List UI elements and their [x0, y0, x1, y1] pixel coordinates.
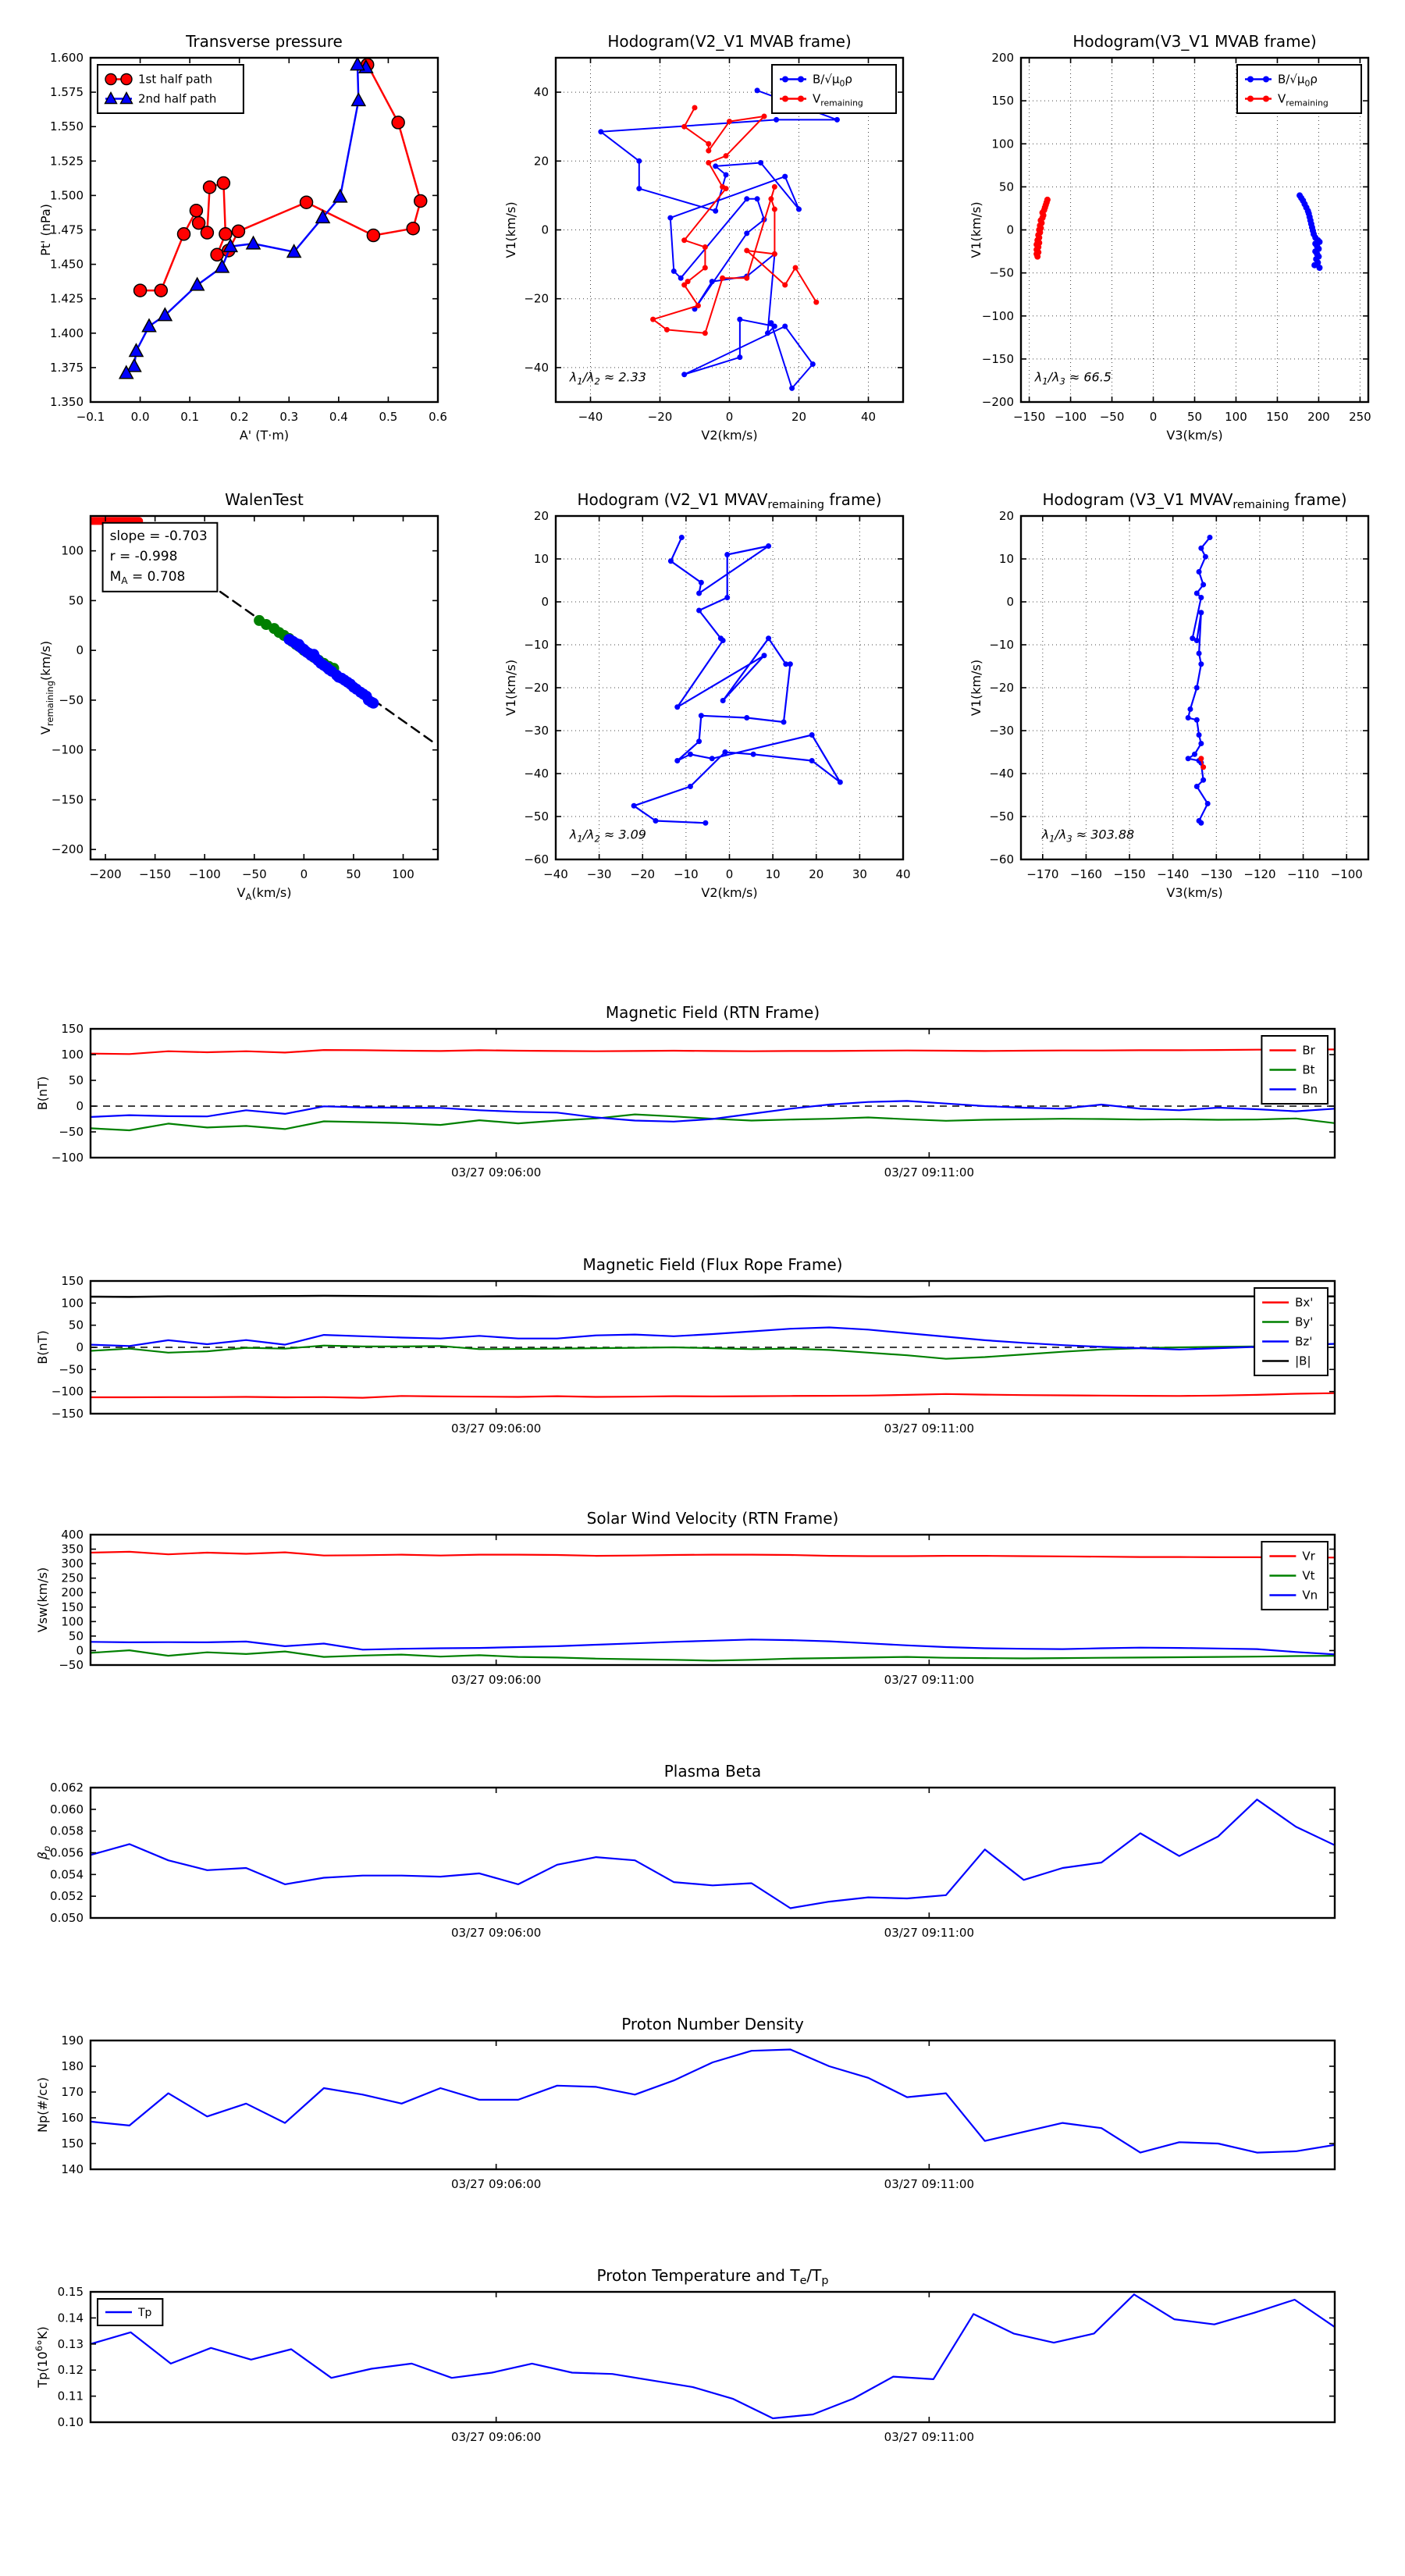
svg-text:−50: −50 — [59, 1658, 84, 1672]
svg-text:03/27 09:06:00: 03/27 09:06:00 — [450, 1673, 542, 1687]
svg-text:0.052: 0.052 — [50, 1889, 84, 1904]
svg-text:Tp(106°K): $Tp(10^6^\circ K)$ — [34, 2326, 50, 2388]
svg-text:0: 0 — [1149, 410, 1158, 424]
svg-text:−200: −200 — [89, 867, 122, 881]
svg-text:λ1/λ3 ≈ 66.5: $\lambda_1/\lambda_3 \approx 66.5$ — [1034, 369, 1112, 387]
svg-text:V1(km/s): V1(km/s) — [503, 659, 518, 717]
svg-text:|B|: |B| — [1295, 1354, 1311, 1368]
svg-text:−120: −120 — [1243, 867, 1276, 881]
svg-text:Np(#/cc): Np(#/cc) — [35, 2077, 50, 2133]
svg-text:0.11: 0.11 — [57, 2389, 84, 2403]
svg-text:190: 190 — [61, 2033, 84, 2048]
svg-text:100: 100 — [61, 1614, 84, 1629]
svg-text:Vt: Vt — [1302, 1568, 1315, 1583]
svg-text:0.5: 0.5 — [379, 410, 398, 424]
svg-text:slope = -0.703: slope = -0.703 — [109, 528, 208, 544]
svg-text:20: 20 — [998, 509, 1014, 523]
svg-text:0.050: 0.050 — [50, 1911, 84, 1925]
svg-text:Hodogram(V2_V1 MVAB frame): Hodogram(V2_V1 MVAB frame) — [607, 32, 852, 51]
svg-text:0: 0 — [1006, 222, 1014, 237]
svg-text:0.060: 0.060 — [50, 1802, 84, 1816]
svg-text:V1(km/s): V1(km/s) — [503, 201, 518, 258]
svg-text:1.425: 1.425 — [50, 291, 84, 306]
plasma-beta-panel — [31, 1752, 1403, 1960]
svg-text:0.10: 0.10 — [57, 2415, 84, 2429]
svg-text:250: 250 — [1349, 410, 1371, 424]
svg-text:150: 150 — [61, 1599, 84, 1614]
svg-text:−100: −100 — [51, 742, 84, 757]
svg-text:20: 20 — [533, 154, 549, 169]
svg-text:03/27 09:06:00: 03/27 09:06:00 — [450, 1165, 542, 1179]
svg-text:Pt' (nPa): Pt' (nPa) — [38, 204, 53, 256]
svg-text:−170: −170 — [1026, 867, 1059, 881]
svg-text:−160: −160 — [1069, 867, 1103, 881]
svg-text:1.450: 1.450 — [50, 257, 84, 272]
svg-text:−140: −140 — [1157, 867, 1190, 881]
svg-text:03/27 09:06:00: 03/27 09:06:00 — [450, 1421, 542, 1436]
svg-text:40: 40 — [533, 85, 549, 100]
hodogram-v2v1-mvab-chart — [500, 22, 941, 450]
svg-text:0.12: 0.12 — [57, 2363, 84, 2378]
svg-text:0.6: 0.6 — [429, 410, 447, 424]
svg-text:Hodogram (V2_V1 MVAVremaining: Hodogram (V2_V1 $MVAV_{remaining}$ frame) — [577, 490, 882, 511]
svg-text:−50: −50 — [1099, 410, 1125, 424]
svg-text:Plasma Beta: Plasma Beta — [663, 1762, 762, 1781]
svg-text:−10: −10 — [524, 638, 549, 652]
svg-text:WalenTest: WalenTest — [225, 490, 304, 509]
svg-text:−0.1: −0.1 — [76, 410, 105, 424]
svg-text:50: 50 — [998, 180, 1014, 194]
svg-text:180: 180 — [61, 2059, 84, 2073]
svg-text:−40: −40 — [543, 867, 568, 881]
svg-text:λ1/λ2 ≈ 3.09: $\lambda_1/\lambda_2 \approx 3.09$ — [569, 827, 646, 845]
svg-text:−200: −200 — [51, 842, 84, 857]
svg-text:B(nT): B(nT) — [35, 1330, 50, 1364]
svg-text:Solar Wind Velocity (RTN Frame: Solar Wind Velocity (RTN Frame) — [586, 1509, 839, 1528]
svg-text:−100: −100 — [51, 1151, 84, 1165]
svg-text:0.058: 0.058 — [50, 1823, 84, 1838]
svg-text:100: 100 — [991, 137, 1014, 151]
svg-text:−150: −150 — [981, 351, 1014, 366]
svg-text:−50: −50 — [989, 809, 1014, 824]
svg-text:200: 200 — [991, 51, 1014, 65]
svg-text:B/√μ0ρ: $B/√\mu_0\rho$ — [813, 72, 852, 89]
svg-text:−50: −50 — [989, 265, 1014, 280]
svg-text:V3(km/s): V3(km/s) — [1166, 885, 1223, 900]
svg-text:40: 40 — [895, 867, 911, 881]
svg-text:0.054: 0.054 — [50, 1867, 84, 1882]
svg-text:250: 250 — [61, 1571, 84, 1585]
svg-text:0.062: 0.062 — [50, 1781, 84, 1795]
svg-text:03/27 09:11:00: 03/27 09:11:00 — [884, 1165, 975, 1179]
svg-text:Vr: Vr — [1302, 1549, 1315, 1564]
svg-text:−100: −100 — [981, 308, 1014, 323]
svg-text:1.500: 1.500 — [50, 188, 84, 203]
svg-text:30: 30 — [852, 867, 867, 881]
svg-text:0.056: 0.056 — [50, 1845, 84, 1860]
svg-text:−30: −30 — [524, 724, 549, 738]
svg-text:20: 20 — [533, 509, 549, 523]
svg-text:150: 150 — [1266, 410, 1289, 424]
svg-text:200: 200 — [61, 1585, 84, 1600]
svg-text:−200: −200 — [981, 395, 1014, 409]
svg-text:0: 0 — [541, 222, 549, 237]
svg-text:MA = 0.708: $M_A = 0.708$ — [109, 568, 186, 586]
svg-text:50: 50 — [68, 1073, 84, 1087]
svg-text:300: 300 — [61, 1557, 84, 1571]
svg-text:βp: $\beta_p$ — [35, 1845, 52, 1860]
svg-text:−150: −150 — [1113, 867, 1146, 881]
svg-text:Bn: Bn — [1302, 1082, 1318, 1097]
svg-text:350: 350 — [61, 1542, 84, 1557]
svg-text:−20: −20 — [647, 410, 673, 424]
svg-text:50: 50 — [346, 867, 361, 881]
svg-text:By': By' — [1295, 1315, 1314, 1329]
svg-text:150: 150 — [61, 1022, 84, 1036]
svg-text:03/27 09:11:00: 03/27 09:11:00 — [884, 2430, 975, 2444]
svg-text:−50: −50 — [524, 809, 549, 824]
svg-text:150: 150 — [61, 2137, 84, 2151]
svg-text:B/√μ0ρ: $B/√\mu_0\rho$ — [1278, 72, 1318, 89]
svg-text:−20: −20 — [524, 681, 549, 695]
svg-text:−20: −20 — [630, 867, 656, 881]
svg-text:−40: −40 — [989, 767, 1014, 781]
solar-wind-velocity-panel — [31, 1499, 1403, 1707]
svg-text:−40: −40 — [524, 360, 549, 375]
svg-text:Vremaining(km/s): $V_{remaining}(km/s)$ — [38, 640, 55, 735]
svg-text:V1(km/s): V1(km/s) — [969, 201, 984, 258]
proton-temperature-panel — [31, 2256, 1403, 2464]
svg-text:r = -0.998: r = -0.998 — [109, 548, 178, 564]
svg-text:03/27 09:11:00: 03/27 09:11:00 — [884, 1673, 975, 1687]
hodogram-v2v1-mvav-chart — [500, 480, 941, 908]
svg-text:20: 20 — [809, 867, 824, 881]
hodogram-v3v1-mvav-chart — [965, 480, 1405, 908]
svg-text:−40: −40 — [578, 410, 603, 424]
svg-text:20: 20 — [791, 410, 807, 424]
svg-text:1.525: 1.525 — [50, 154, 84, 169]
svg-text:0: 0 — [1006, 595, 1014, 609]
svg-text:200: 200 — [1307, 410, 1330, 424]
svg-text:−50: −50 — [59, 1362, 84, 1377]
svg-text:50: 50 — [68, 1628, 84, 1643]
svg-text:03/27 09:06:00: 03/27 09:06:00 — [450, 1926, 542, 1940]
svg-text:Transverse pressure: Transverse pressure — [186, 32, 343, 51]
svg-text:Hodogram(V3_V1 MVAB frame): Hodogram(V3_V1 MVAB frame) — [1072, 32, 1317, 51]
svg-text:1.475: 1.475 — [50, 222, 84, 237]
walen-test-chart — [34, 480, 475, 908]
svg-text:1.400: 1.400 — [50, 326, 84, 340]
svg-text:0: 0 — [300, 867, 308, 881]
svg-text:1.375: 1.375 — [50, 360, 84, 375]
svg-text:10: 10 — [998, 552, 1014, 566]
svg-text:150: 150 — [61, 1274, 84, 1288]
svg-text:−60: −60 — [989, 852, 1014, 866]
svg-text:100: 100 — [1225, 410, 1247, 424]
svg-text:150: 150 — [991, 94, 1014, 109]
svg-text:−100: −100 — [1330, 867, 1363, 881]
svg-text:03/27 09:06:00: 03/27 09:06:00 — [450, 2177, 542, 2191]
svg-text:Vsw(km/s): Vsw(km/s) — [35, 1567, 50, 1633]
svg-text:−10: −10 — [674, 867, 699, 881]
svg-text:−150: −150 — [139, 867, 172, 881]
svg-text:−150: −150 — [51, 792, 84, 807]
svg-text:0.1: 0.1 — [180, 410, 200, 424]
svg-text:V2(km/s): V2(km/s) — [701, 885, 758, 900]
svg-text:0.3: 0.3 — [279, 410, 299, 424]
svg-text:0.4: 0.4 — [329, 410, 348, 424]
svg-text:−110: −110 — [1286, 867, 1320, 881]
svg-text:−100: −100 — [51, 1384, 84, 1399]
svg-text:−60: −60 — [524, 852, 549, 866]
svg-text:V3(km/s): V3(km/s) — [1166, 428, 1223, 443]
svg-text:Tp: Tp — [138, 2307, 152, 2319]
svg-text:VA(km/s): $V_A(km/s)$ — [237, 885, 292, 902]
svg-text:100: 100 — [61, 1296, 84, 1311]
svg-text:B(nT): B(nT) — [35, 1076, 50, 1111]
svg-text:03/27 09:11:00: 03/27 09:11:00 — [884, 1421, 975, 1436]
svg-text:160: 160 — [61, 2111, 84, 2125]
svg-text:100: 100 — [61, 543, 84, 558]
svg-text:2nd half path: 2nd half path — [138, 91, 217, 106]
svg-text:0.0: 0.0 — [130, 410, 150, 424]
svg-text:λ1/λ3 ≈ 303.88: $\lambda_1/\lambda_3 \approx 303.88$ — [1041, 827, 1135, 845]
svg-text:10: 10 — [533, 552, 549, 566]
svg-text:λ1/λ2 ≈ 2.33: $\lambda_1/\lambda_2 \approx 2.33$ — [569, 369, 646, 387]
proton-number-density-panel — [31, 2005, 1403, 2211]
svg-text:−40: −40 — [524, 767, 549, 781]
hodogram-v3v1-mvab-chart — [965, 22, 1405, 450]
svg-text:03/27 09:06:00: 03/27 09:06:00 — [450, 2430, 542, 2444]
svg-text:100: 100 — [392, 867, 414, 881]
svg-text:Vremaining: $V_{remaining}$ — [1278, 91, 1329, 109]
svg-text:Bt: Bt — [1302, 1062, 1315, 1077]
svg-text:03/27 09:11:00: 03/27 09:11:00 — [884, 2177, 975, 2191]
svg-text:−100: −100 — [1054, 410, 1087, 424]
svg-text:Bz': Bz' — [1295, 1334, 1313, 1349]
svg-text:0: 0 — [76, 1099, 84, 1113]
svg-text:03/27 09:11:00: 03/27 09:11:00 — [884, 1926, 975, 1940]
svg-text:V1(km/s): V1(km/s) — [969, 659, 984, 717]
svg-text:0: 0 — [76, 643, 84, 658]
transverse-pressure-chart — [34, 22, 475, 450]
svg-text:1.600: 1.600 — [50, 51, 84, 65]
svg-text:−30: −30 — [989, 724, 1014, 738]
svg-text:−50: −50 — [59, 1125, 84, 1139]
svg-text:50: 50 — [68, 593, 84, 608]
svg-text:0: 0 — [725, 410, 734, 424]
svg-text:0.2: 0.2 — [229, 410, 249, 424]
svg-text:Hodogram (V3_V1 MVAVremaining: Hodogram (V3_V1 $MVAV_{remaining}$ frame) — [1042, 490, 1347, 511]
svg-text:0: 0 — [76, 1340, 84, 1354]
svg-text:V2(km/s): V2(km/s) — [701, 428, 758, 443]
svg-text:−30: −30 — [586, 867, 612, 881]
svg-text:Magnetic Field (Flux Rope Fram: Magnetic Field (Flux Rope Frame) — [582, 1255, 843, 1274]
svg-text:−100: −100 — [188, 867, 221, 881]
svg-text:1.350: 1.350 — [50, 395, 84, 409]
svg-text:Vn: Vn — [1302, 1588, 1318, 1603]
svg-text:−20: −20 — [989, 681, 1014, 695]
svg-text:−50: −50 — [59, 692, 84, 707]
svg-text:Magnetic Field (RTN Frame): Magnetic Field (RTN Frame) — [605, 1003, 820, 1022]
svg-text:1st half path: 1st half path — [138, 72, 213, 87]
svg-text:−10: −10 — [989, 638, 1014, 652]
svg-text:100: 100 — [61, 1048, 84, 1062]
svg-text:400: 400 — [61, 1528, 84, 1542]
svg-text:Bx': Bx' — [1295, 1295, 1314, 1310]
svg-text:0.13: 0.13 — [57, 2336, 84, 2351]
svg-text:0.15: 0.15 — [57, 2285, 84, 2299]
svg-text:10: 10 — [765, 867, 781, 881]
magnetic-field-fluxrope-panel — [31, 1245, 1403, 1456]
svg-text:Proton Temperature and Te/Tp: Proton Temperature and $T_e/T_p$ — [596, 2266, 829, 2287]
svg-text:−50: −50 — [241, 867, 267, 881]
svg-text:0: 0 — [76, 1643, 84, 1658]
svg-text:Proton Number Density: Proton Number Density — [621, 2015, 804, 2033]
svg-text:50: 50 — [1186, 410, 1203, 424]
svg-text:40: 40 — [860, 410, 877, 424]
svg-text:1.575: 1.575 — [50, 85, 84, 100]
svg-text:140: 140 — [61, 2162, 84, 2176]
svg-text:−20: −20 — [524, 291, 549, 306]
svg-text:Vremaining: $V_{remaining}$ — [813, 91, 863, 109]
svg-text:−150: −150 — [51, 1407, 84, 1421]
svg-text:170: 170 — [61, 2085, 84, 2099]
svg-text:Br: Br — [1302, 1043, 1315, 1058]
svg-text:A' (T·m): A' (T·m) — [239, 428, 290, 443]
svg-text:0: 0 — [541, 595, 549, 609]
svg-text:0.14: 0.14 — [57, 2311, 84, 2325]
svg-text:1.550: 1.550 — [50, 119, 84, 134]
svg-text:−150: −150 — [1012, 410, 1046, 424]
svg-text:0: 0 — [725, 867, 734, 881]
magnetic-field-rtn-panel — [31, 993, 1403, 1200]
svg-text:50: 50 — [68, 1318, 84, 1332]
svg-text:−130: −130 — [1200, 867, 1232, 881]
